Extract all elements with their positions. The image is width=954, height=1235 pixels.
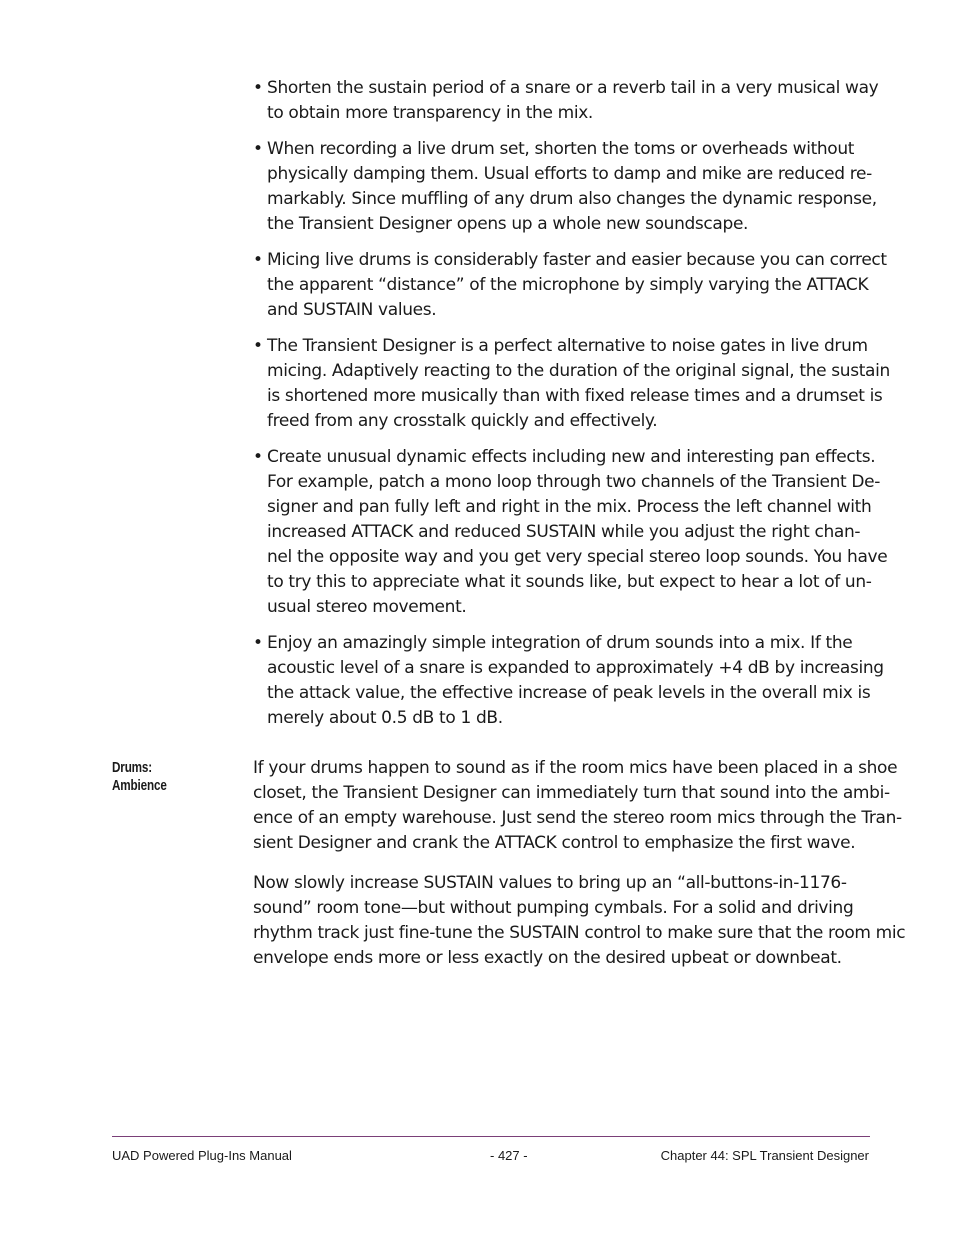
bullet-marker: • [253, 78, 263, 98]
list-item-text-line: When recording a live drum set, shorten the toms or overheads without [267, 139, 855, 159]
list-item-text-line: to try this to appreciate what it sounds like, but expect to hear a lot of un- [267, 572, 872, 592]
section-body [253, 756, 906, 986]
footer-divider [112, 1136, 870, 1137]
list-item [253, 334, 890, 434]
list-item-text-line: and SUSTAIN values. [267, 300, 437, 320]
list-item-text-line: For example, patch a mono loop through two channels of the Transient De- [267, 472, 881, 492]
list-item-text-line: the attack value, the effective increase of peak levels in the overall mix is [267, 683, 871, 703]
list-item-text-line: is shortened more musically than with fixed release times and a drumset is [267, 386, 883, 406]
list-item-text-line: usual stereo movement. [267, 597, 467, 617]
list-item-text-line: physically damping them. Usual efforts to damp and mike are reduced re- [267, 164, 872, 184]
paragraph [253, 756, 902, 856]
section-heading-line-1: Drums: [112, 759, 153, 776]
list-item [253, 631, 884, 731]
paragraph-text-line: sound” room tone—but without pumping cymbals. For a solid and driving [253, 898, 854, 918]
section-heading-line-2: Ambience [112, 777, 167, 794]
list-item-text-line: nel the opposite way and you get very special stereo loop sounds. You have [267, 547, 888, 567]
paragraph-text-line: envelope ends more or less exactly on the desired upbeat or downbeat. [253, 948, 842, 968]
bullet-list [253, 76, 890, 742]
paragraph-text-line: rhythm track just fine-tune the SUSTAIN control to make sure that the room mic [253, 923, 906, 943]
list-item-text-line: markably. Since muffling of any drum also changes the dynamic response, [267, 189, 877, 209]
list-item [253, 248, 887, 323]
list-item [253, 445, 888, 620]
list-item-text-line: freed from any crosstalk quickly and effectively. [267, 411, 658, 431]
footer-page-number: - 427 - [490, 1148, 528, 1163]
list-item-text-line: the Transient Designer opens up a whole new soundscape. [267, 214, 749, 234]
paragraph [253, 871, 906, 971]
list-item-text-line: to obtain more transparency in the mix. [267, 103, 593, 123]
list-item-text-line: the apparent “distance” of the microphone by simply varying the ATTACK [267, 275, 869, 295]
footer-manual-title: UAD Powered Plug-Ins Manual [112, 1148, 292, 1163]
list-item-text-line: increased ATTACK and reduced SUSTAIN while you adjust the right chan- [267, 522, 861, 542]
bullet-marker: • [253, 336, 263, 356]
paragraph-text-line: sient Designer and crank the ATTACK control to emphasize the first wave. [253, 833, 856, 853]
paragraph-text-line: ence of an empty warehouse. Just send the stereo room mics through the Tran- [253, 808, 902, 828]
list-item-text-line: Enjoy an amazingly simple integration of drum sounds into a mix. If the [267, 633, 853, 653]
list-item [253, 76, 879, 126]
list-item-text-line: Create unusual dynamic effects including new and interesting pan effects. [267, 447, 876, 467]
list-item-text-line: micing. Adaptively reacting to the duration of the original signal, the sustain [267, 361, 890, 381]
bullet-marker: • [253, 633, 263, 653]
bullet-marker: • [253, 250, 263, 270]
list-item-text-line: merely about 0.5 dB to 1 dB. [267, 708, 503, 728]
list-item-text-line: Micing live drums is considerably faster and easier because you can correct [267, 250, 887, 270]
list-item-text-line: acoustic level of a snare is expanded to approximately +4 dB by increasing [267, 658, 884, 678]
paragraph-text-line: closet, the Transient Designer can immediately turn that sound into the ambi- [253, 783, 890, 803]
bullet-marker: • [253, 447, 263, 467]
bullet-marker: • [253, 139, 263, 159]
paragraph-text-line: If your drums happen to sound as if the room mics have been placed in a shoe [253, 758, 898, 778]
list-item-text-line: signer and pan fully left and right in the mix. Process the left channel with [267, 497, 872, 517]
section-heading [112, 759, 167, 795]
footer-chapter-title: Chapter 44: SPL Transient Designer [660, 1148, 869, 1163]
list-item-text-line: Shorten the sustain period of a snare or a reverb tail in a very musical way [267, 78, 879, 98]
paragraph-text-line: Now slowly increase SUSTAIN values to bring up an “all-buttons-in-1176- [253, 873, 847, 893]
list-item [253, 137, 877, 237]
list-item-text-line: The Transient Designer is a perfect alternative to noise gates in live drum [267, 336, 868, 356]
